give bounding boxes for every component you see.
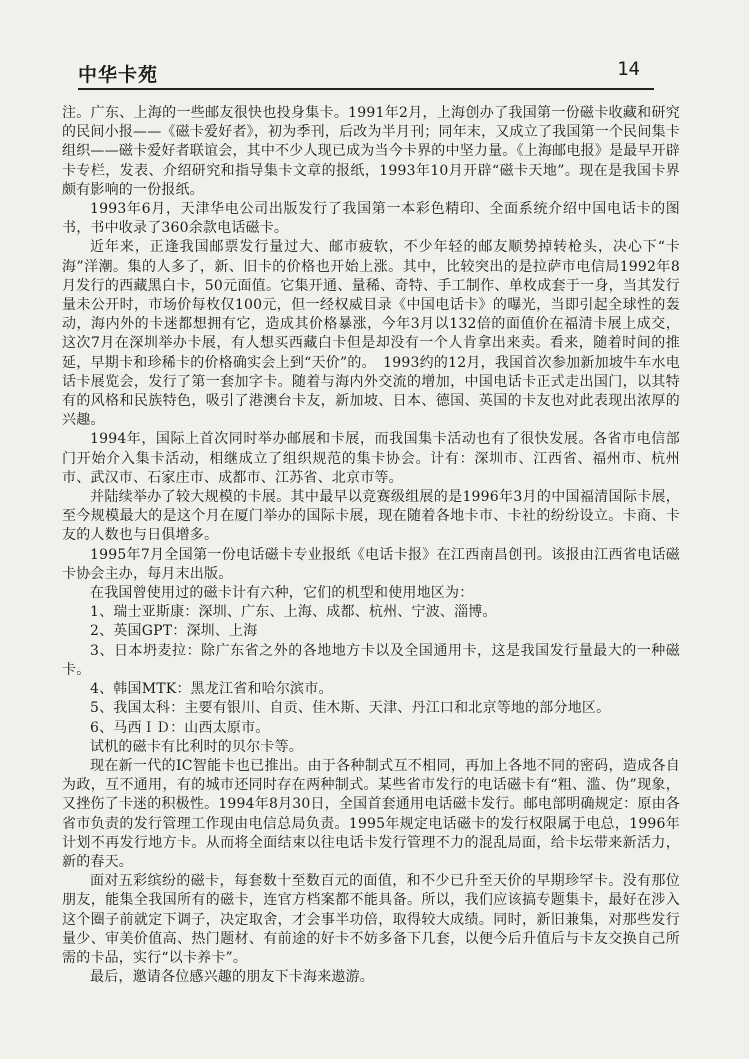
magazine-title: 中华卡苑 (78, 64, 159, 86)
paragraph: 近年来，正逢我国邮票发行量过大、邮市疲软，不少年轻的邮友顺势掉转枪头，决心下“卡海”洋潮。集的人多了，新、旧卡的价格也开始上涨。其中，比较突出的是拉萨市电信局1992年8月发行的西藏黑白卡，50元面值。它集开通、量稀、奇特、手工制作、单枚成套于一身，当其发行量未公开时，市场价每枚仅100元，但一经权威目录《中国电话卡》的曝光，当即引起全球性的轰动，海内外的卡迷都想拥有它，造成其价格暴涨，今年3月以132倍的面值价在福清卡展上成交，这次7月在深圳举办卡展，有人想买西藏白卡但是却没有一个人肯拿出来卖。看来，随着时间的推延，早期卡和珍稀卡的价格确实会上到“天价”的。 1993约的12月，我国首次参加新加坡牛车水电话卡展览会，发行了第一套加字卡。随着与海内外交流的增加，中国电话卡正式走出国门，以其特有的风格和民族特色，吸引了港澳台卡友，新加坡、日本、德国、英国的卡友也对此表现出浓厚的兴趣。 (62, 239, 680, 429)
paragraph: 1994年，国际上首次同时举办邮展和卡展，而我国集卡活动也有了很快发展。各省市电信部门开始介入集卡活动，相继成立了组织规范的集卡协会。计有：深圳市、江西省、福州市、杭州市、武汉市、石家庄市、成都市、江苏省、北京市等。 (62, 431, 680, 486)
article-body (62, 104, 680, 987)
paragraph: 在我国曾使用过的磁卡计有六种，它们的机型和使用地区为： (90, 585, 474, 602)
list-item: 1、瑞士亚斯康：深圳、广东、上海、成都、杭州、宁波、淄博。 (90, 604, 497, 621)
list-item: 6、马西ＩＤ：山西太原市。 (90, 719, 270, 736)
paragraph: 试机的磁卡有比利时的贝尔卡等。 (90, 738, 303, 755)
page-header (78, 58, 654, 90)
paragraph: 注。广东、上海的一些邮友很快也投身集卡。1991年2月，上海创办了我国第一份磁卡收藏和研究的民间小报——《磁卡爱好者》，初为季刊，后改为半月刊；同年末，又成立了我国第一个民间集卡组织——磁卡爱好者联谊会，其中不少人现已成为当今卡界的中坚力量。《上海邮电报》是最早开辟卡专栏，发表、介绍研究和指导集卡文章的报纸，1993年10月开辟“磁卡天地”。现在是我国卡界颇有影响的一份报纸。 (62, 105, 680, 198)
paragraph: 面对五彩缤纷的磁卡，每套数十至数百元的面值，和不少已升至天价的早期珍罕卡。没有那位朋友，能集全我国所有的磁卡，连官方档案都不能具备。所以，我们应该搞专题集卡，最好在涉入这个圈子前就定下调子，决定取舍，才会事半功倍，取得较大成绩。同时，新旧兼集，对那些发行量少、审美价值高、热门题材、有前途的好卡不妨多备下几套，以便今后升值后与卡友交换自己所需的卡品，实行“以卡养卡”。 (62, 873, 680, 966)
paragraph: 1993年6月，天津华电公司出版发行了我国第一本彩色精印、全面系统介绍中国电话卡的图书，书中收录了360余款电话磁卡。 (62, 201, 680, 237)
list-item: 4、韩国MTK：黑龙江省和哈尔滨市。 (90, 681, 333, 698)
list-item: 3、日本坍麦拉：除广东省之外的各地地方卡以及全国通用卡，这是我国发行量最大的一种磁卡。 (62, 642, 680, 678)
list-item: 2、英国GPT：深圳、上海 (90, 623, 258, 640)
page-number: 14 (617, 58, 640, 80)
paragraph: 1995年7月全国第一份电话磁卡专业报纸《电话卡报》在江西南昌创刊。该报由江西省电话磁卡协会主办，每月末出版。 (62, 546, 680, 582)
list-item: 5、我国太科：主要有银川、自贡、佳木斯、天津、丹江口和北京等地的部分地区。 (90, 700, 611, 717)
paragraph: 最后，邀请各位感兴趣的朋友下卡海来遨游。 (90, 969, 374, 986)
paragraph: 现在新一代的IC智能卡也已推出。由于各种制式互不相同，再加上各地不同的密码，造成各自为政，互不通用，有的城市还同时存在两种制式。某些省市发行的电话磁卡有“粗、滥、伪”现象，又挫伤了卡迷的积极性。1994年8月30日，全国首套通用电话磁卡发行。邮电部明确规定：原由各省市负责的发行管理工作现由电信总局负责。1995年规定电话磁卡的发行权限属于电总，1996年计划不再发行地方卡。从而将全面结束以往电话卡发行管理不力的混乱局面，给卡坛带来新活力，新的春天。 (62, 757, 680, 870)
paragraph: 并陆续举办了较大规模的卡展。其中最早以竞赛级组展的是1996年3月的中国福清国际卡展，至今规模最大的是这个月在厦门举办的国际卡展，现在随着各地卡市、卡社的纷纷设立。卡商、卡友的人数也与日俱增多。 (62, 489, 680, 544)
